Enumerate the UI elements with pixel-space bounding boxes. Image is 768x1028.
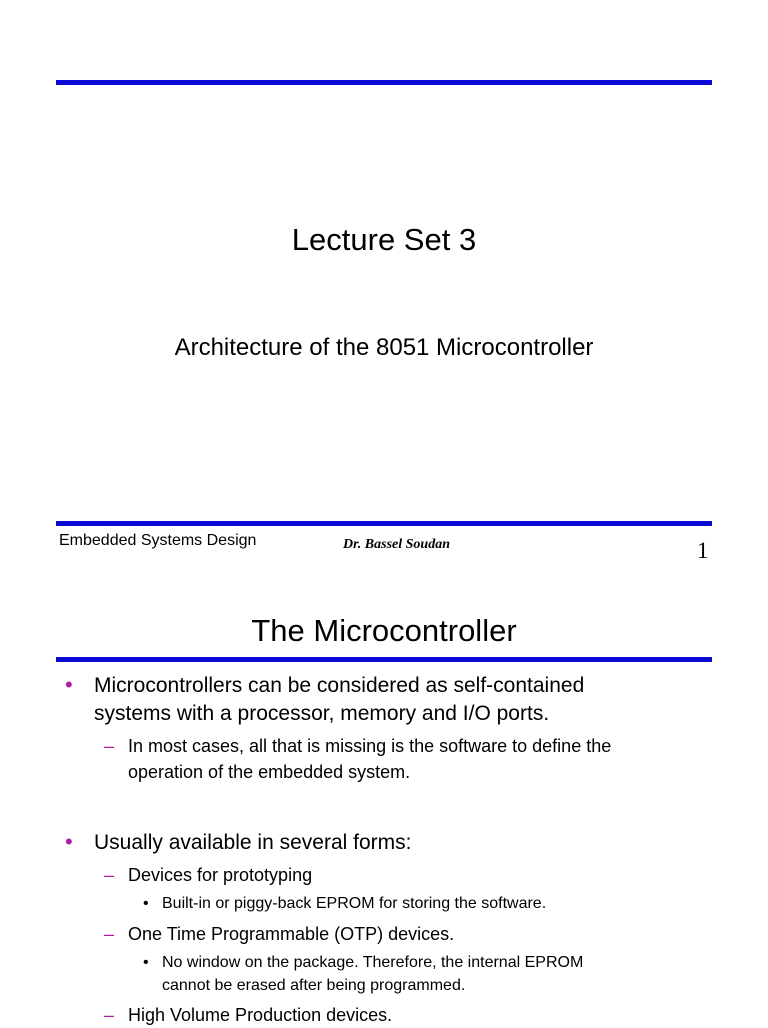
bullet-2-sub-2-item-1-line-1: No window on the package. Therefore, the internal EPROM — [162, 954, 584, 971]
slide1-title: Lecture Set 3 — [291, 222, 477, 257]
bullet-2-sub-2-item-1-line-2: cannot be erased after being programmed. — [162, 977, 466, 994]
slide2-title-rule — [56, 657, 712, 662]
bullet-1-line-1: Microcontrollers can be considered as self-contained — [94, 674, 585, 697]
dash-marker: – — [104, 865, 115, 885]
bullet-1-line-2: systems with a processor, memory and I/O ports. — [94, 702, 550, 725]
bullet-2-sub-1-item-1: Built-in or piggy-back EPROM for storing the software. — [162, 895, 547, 912]
dash-marker: – — [104, 736, 115, 756]
slide2-title: The Microcontroller — [251, 613, 517, 648]
bullet-2: Usually available in several forms: — [94, 831, 412, 854]
bullet-2-sub-1: Devices for prototyping — [128, 865, 313, 885]
bullet-marker: • — [65, 829, 73, 854]
slide1-top-rule — [56, 80, 712, 85]
dash-marker: – — [104, 924, 115, 944]
footer-author: Dr. Bassel Soudan — [343, 537, 450, 552]
dash-marker: – — [104, 1005, 115, 1025]
small-bullet-marker: • — [143, 895, 149, 912]
bullet-2-sub-2: One Time Programmable (OTP) devices. — [128, 924, 455, 944]
slide1-subtitle: Architecture of the 8051 Microcontroller — [174, 334, 594, 361]
slide1-footer-rule — [56, 521, 712, 526]
bullet-marker: • — [65, 672, 73, 697]
footer-page-number: 1 — [697, 538, 709, 563]
small-bullet-marker: • — [143, 954, 149, 971]
bullet-1-sub-1-line-2: operation of the embedded system. — [128, 762, 411, 782]
bullet-2-sub-3: High Volume Production devices. — [128, 1005, 393, 1025]
footer-course: Embedded Systems Design — [59, 532, 257, 549]
bullet-1-sub-1-line-1: In most cases, all that is missing is the software to define the — [128, 736, 612, 756]
